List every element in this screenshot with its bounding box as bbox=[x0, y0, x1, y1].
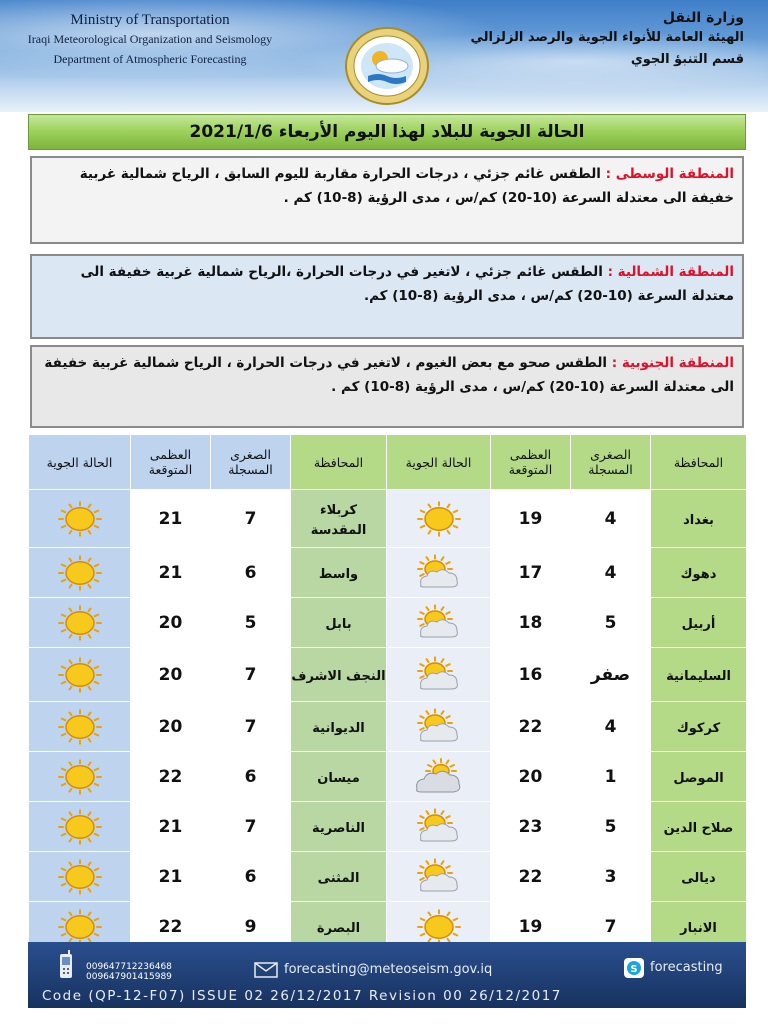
table-cell bbox=[491, 598, 571, 648]
page-header bbox=[0, 0, 768, 112]
header-min: الصغرى المسجلة bbox=[211, 435, 291, 490]
header-ar-organization: الهيئة العامة للأنواء الجوية والرصد الزلزالي bbox=[470, 30, 744, 45]
skype-icon bbox=[624, 958, 644, 978]
phone-1: 009647712236468 bbox=[86, 962, 172, 972]
table-cell bbox=[651, 802, 747, 852]
table-row bbox=[29, 852, 747, 902]
max-temp: 18 bbox=[518, 612, 543, 633]
table-cell bbox=[571, 702, 651, 752]
header-en-organization: Iraqi Meteorological Organization and Seismology bbox=[27, 32, 273, 46]
sun-icon bbox=[48, 551, 112, 595]
governorate-name: الناصرية bbox=[312, 820, 365, 836]
phone-2: 009647901415989 bbox=[86, 972, 172, 982]
header-en-ministry: Ministry of Transportation bbox=[70, 12, 230, 28]
table-cell bbox=[291, 548, 387, 598]
table-cell bbox=[491, 752, 571, 802]
page-title-banner: الحالة الجوية للبلاد لهذا اليوم الأربعاء 2021/1/6 bbox=[28, 114, 746, 150]
max-temp: 23 bbox=[518, 816, 543, 837]
table-row bbox=[29, 802, 747, 852]
max-temp: 22 bbox=[158, 766, 183, 787]
max-temp: 21 bbox=[158, 562, 183, 583]
governorate-name: الموصل bbox=[673, 770, 724, 786]
table-cell bbox=[131, 598, 211, 648]
max-temp: 19 bbox=[518, 916, 543, 937]
table-cell bbox=[29, 852, 131, 902]
partly-cloudy-icon bbox=[407, 805, 471, 849]
table-cell bbox=[131, 802, 211, 852]
max-temp: 21 bbox=[158, 816, 183, 837]
sun-icon bbox=[48, 705, 112, 749]
partly-cloudy-icon bbox=[407, 551, 471, 595]
table-cell bbox=[29, 598, 131, 648]
min-temp: 9 bbox=[244, 916, 257, 937]
min-temp: 4 bbox=[604, 716, 617, 737]
region-north-name: المنطقة الشمالية : bbox=[607, 264, 734, 280]
table-cell bbox=[387, 490, 491, 548]
max-temp: 20 bbox=[158, 716, 183, 737]
table-cell bbox=[651, 648, 747, 702]
document-code-line: Code (QP-12-F07) ISSUE 02 26/12/2017 Revision 00 26/12/2017 bbox=[42, 988, 562, 1004]
table-cell bbox=[131, 548, 211, 598]
page-footer bbox=[28, 942, 746, 1008]
region-south-text: الطقس صحو مع بعض الغيوم ، لاتغير في درجات الحرارة ، الرياح شمالية غربية خفيفة الى معتدلة السرعة (10-20) كم/س ، مدى الرؤية (8-10) كم . bbox=[44, 355, 734, 395]
table-cell bbox=[651, 598, 747, 648]
governorate-name: الديوانية bbox=[312, 720, 365, 736]
table-cell bbox=[29, 702, 131, 752]
max-temp: 21 bbox=[158, 866, 183, 887]
table-cell bbox=[29, 548, 131, 598]
governorate-name: كربلاء المقدسة bbox=[310, 502, 367, 538]
sun-icon bbox=[48, 601, 112, 645]
min-temp: 6 bbox=[244, 766, 257, 787]
min-temp: 5 bbox=[604, 612, 617, 633]
sun-icon bbox=[407, 497, 471, 541]
sun-icon bbox=[48, 497, 112, 541]
region-south bbox=[30, 345, 744, 428]
partly-cloudy-icon bbox=[407, 855, 471, 899]
table-cell bbox=[291, 490, 387, 548]
governorate-name: صلاح الدين bbox=[663, 820, 734, 836]
table-cell bbox=[131, 852, 211, 902]
table-row bbox=[29, 648, 747, 702]
governorate-name: النجف الاشرف bbox=[291, 668, 386, 684]
table-cell bbox=[651, 852, 747, 902]
table-cell bbox=[387, 802, 491, 852]
min-temp: 6 bbox=[244, 562, 257, 583]
max-temp: 22 bbox=[518, 866, 543, 887]
region-south-name: المنطقة الجنوبية : bbox=[611, 355, 734, 371]
svg-text:S: S bbox=[630, 964, 638, 975]
min-temp: 7 bbox=[604, 916, 617, 937]
partly-cloudy-icon bbox=[407, 705, 471, 749]
table-row bbox=[29, 490, 747, 548]
min-temp: 3 bbox=[604, 866, 617, 887]
min-temp: 7 bbox=[244, 816, 257, 837]
table-cell bbox=[29, 802, 131, 852]
header-min: الصغرى المسجلة bbox=[571, 435, 651, 490]
governorate-name: الانبار bbox=[680, 920, 717, 936]
header-governorate: المحافظة bbox=[651, 435, 747, 490]
governorate-name: أربيل bbox=[681, 616, 716, 632]
min-temp: 7 bbox=[244, 716, 257, 737]
table-cell bbox=[29, 752, 131, 802]
table-cell bbox=[131, 752, 211, 802]
region-north bbox=[30, 254, 744, 339]
governorate-name: ديالى bbox=[681, 870, 716, 886]
table-cell bbox=[491, 702, 571, 752]
table-cell bbox=[291, 702, 387, 752]
table-header-row bbox=[29, 435, 747, 490]
table-cell bbox=[651, 752, 747, 802]
table-cell bbox=[211, 802, 291, 852]
table-cell bbox=[29, 490, 131, 548]
table-cell bbox=[651, 490, 747, 548]
table-cell bbox=[211, 598, 291, 648]
header-max: العظمى المتوقعة bbox=[131, 435, 211, 490]
contact-email-link[interactable]: forecasting@meteoseism.gov.iq bbox=[284, 962, 493, 977]
table-cell bbox=[291, 852, 387, 902]
header-ar-department: قسم التنبؤ الجوي bbox=[630, 52, 744, 67]
envelope-icon bbox=[254, 962, 278, 978]
table-cell bbox=[491, 648, 571, 702]
governorate-name: السليمانية bbox=[666, 668, 731, 684]
max-temp: 20 bbox=[158, 612, 183, 633]
table-cell bbox=[491, 490, 571, 548]
header-en-department: Department of Atmospheric Forecasting bbox=[53, 52, 247, 66]
table-cell bbox=[571, 648, 651, 702]
max-temp: 20 bbox=[158, 664, 183, 685]
table-cell bbox=[571, 802, 651, 852]
governorate-name: كركوك bbox=[676, 720, 721, 736]
min-temp: 5 bbox=[604, 816, 617, 837]
min-temp: 7 bbox=[244, 508, 257, 529]
governorate-name: بغداد bbox=[683, 512, 714, 528]
table-cell bbox=[387, 752, 491, 802]
skype-contact-link[interactable]: forecasting bbox=[650, 960, 723, 975]
sun-icon bbox=[48, 755, 112, 799]
min-temp: 7 bbox=[244, 664, 257, 685]
table-row bbox=[29, 752, 747, 802]
min-temp: 4 bbox=[604, 508, 617, 529]
table-cell bbox=[571, 548, 651, 598]
governorate-name: البصرة bbox=[316, 920, 361, 936]
table-cell bbox=[571, 752, 651, 802]
table-cell bbox=[571, 598, 651, 648]
sun-icon bbox=[48, 653, 112, 697]
governorate-name: بابل bbox=[325, 616, 352, 632]
table-cell bbox=[387, 598, 491, 648]
table-cell bbox=[651, 702, 747, 752]
governorate-name: ميسان bbox=[317, 770, 360, 786]
header-condition: الحالة الجوية bbox=[387, 435, 491, 490]
min-temp: 1 bbox=[604, 766, 617, 787]
max-temp: 20 bbox=[518, 766, 543, 787]
min-temp: 4 bbox=[604, 562, 617, 583]
table-cell bbox=[211, 752, 291, 802]
meteorology-logo-icon bbox=[344, 26, 430, 106]
table-cell bbox=[491, 802, 571, 852]
max-temp: 22 bbox=[518, 716, 543, 737]
partly-cloudy-icon bbox=[407, 653, 471, 697]
forecast-table bbox=[28, 434, 747, 952]
header-governorate: المحافظة bbox=[291, 435, 387, 490]
phone-numbers bbox=[86, 962, 172, 982]
table-cell bbox=[491, 852, 571, 902]
region-central-text: الطقس غائم جزئي ، درجات الحرارة مقاربة لليوم السابق ، الرياح شمالية غربية خفيفة الى معتدلة السرعة (10-20) كم/س ، مدى الرؤية (8-10) كم . bbox=[79, 166, 734, 206]
partly-cloudy-icon bbox=[407, 601, 471, 645]
table-cell bbox=[387, 702, 491, 752]
max-temp: 21 bbox=[158, 508, 183, 529]
region-north-text: الطقس غائم جزئي ، لاتغير في درجات الحرارة ،الرياح شمالية غربية خفيفة الى معتدلة السرعة (10-20) كم/س ، مدى الرؤية (8-10) كم. bbox=[80, 264, 734, 304]
table-cell bbox=[211, 702, 291, 752]
governorate-name: واسط bbox=[318, 566, 359, 582]
region-central-name: المنطقة الوسطى : bbox=[605, 166, 734, 182]
table-cell bbox=[387, 548, 491, 598]
table-cell bbox=[29, 648, 131, 702]
table-cell bbox=[131, 490, 211, 548]
forecast-rows bbox=[29, 490, 747, 952]
table-cell bbox=[131, 702, 211, 752]
table-cell bbox=[651, 548, 747, 598]
table-cell bbox=[291, 802, 387, 852]
table-cell bbox=[491, 548, 571, 598]
table-cell bbox=[387, 852, 491, 902]
max-temp: 16 bbox=[518, 664, 543, 685]
header-ar-ministry: وزارة النقل bbox=[662, 10, 744, 26]
table-row bbox=[29, 548, 747, 598]
min-temp: 5 bbox=[244, 612, 257, 633]
table-row bbox=[29, 702, 747, 752]
table-cell bbox=[571, 852, 651, 902]
mobile-phone-icon bbox=[58, 950, 74, 980]
header-max: العظمى المتوقعة bbox=[491, 435, 571, 490]
table-cell bbox=[571, 490, 651, 548]
table-cell bbox=[291, 598, 387, 648]
table-cell bbox=[211, 648, 291, 702]
header-condition: الحالة الجوية bbox=[29, 435, 131, 490]
table-cell bbox=[211, 548, 291, 598]
region-central bbox=[30, 156, 744, 244]
table-cell bbox=[211, 490, 291, 548]
governorate-name: المثنى bbox=[317, 870, 360, 886]
governorate-name: دهوك bbox=[680, 566, 717, 582]
max-temp: 19 bbox=[518, 508, 543, 529]
min-temp: صفر bbox=[590, 664, 631, 685]
table-cell bbox=[291, 648, 387, 702]
table-cell bbox=[291, 752, 387, 802]
table-cell bbox=[211, 852, 291, 902]
table-row bbox=[29, 598, 747, 648]
table-cell bbox=[387, 648, 491, 702]
sun-icon bbox=[48, 855, 112, 899]
min-temp: 6 bbox=[244, 866, 257, 887]
table-cell bbox=[131, 648, 211, 702]
cloudy-icon bbox=[407, 755, 471, 799]
sun-icon bbox=[48, 805, 112, 849]
max-temp: 22 bbox=[158, 916, 183, 937]
max-temp: 17 bbox=[518, 562, 543, 583]
